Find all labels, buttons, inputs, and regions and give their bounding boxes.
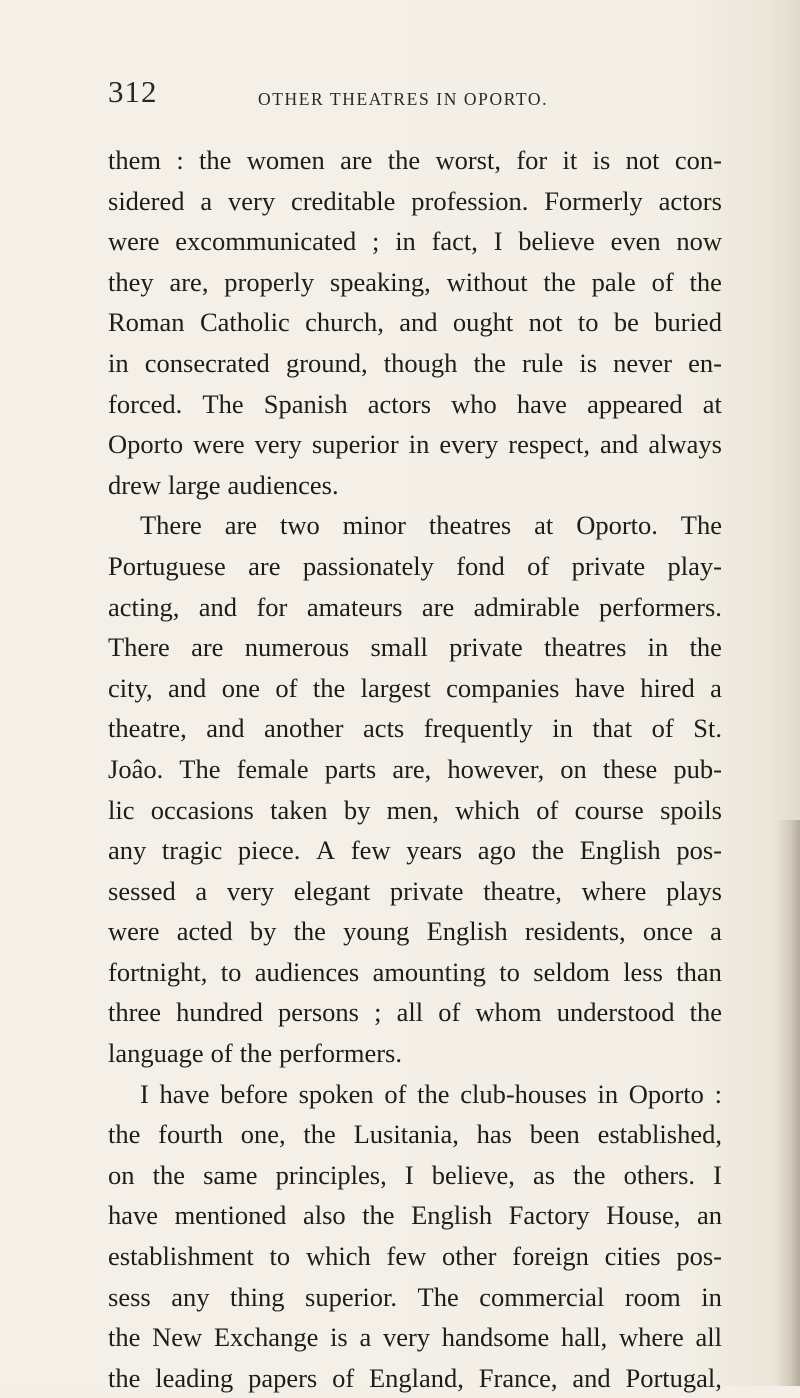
word: were — [108, 916, 160, 947]
text-line — [108, 1155, 722, 1196]
word: even — [610, 226, 661, 257]
text-line — [108, 1074, 722, 1115]
word: England, — [369, 1362, 464, 1393]
word: these — [602, 753, 658, 784]
text-line — [108, 627, 722, 668]
word: the — [303, 1119, 336, 1150]
text-line — [108, 1033, 722, 1074]
word: is — [592, 145, 611, 175]
word: understood — [556, 997, 675, 1028]
word: very — [226, 875, 274, 906]
word: thing — [230, 1281, 285, 1312]
word: now — [676, 226, 722, 257]
text-line — [108, 1195, 722, 1236]
text-line — [108, 1114, 722, 1155]
word: the — [689, 266, 722, 297]
word: same — [203, 1159, 258, 1190]
word: theatres — [428, 510, 512, 541]
word: the — [531, 835, 565, 866]
word: as — [532, 1159, 556, 1190]
word: believe, — [431, 1159, 515, 1190]
word: any — [171, 1281, 210, 1312]
text-line — [108, 830, 722, 871]
word: actors — [367, 388, 432, 419]
word: passionately — [302, 550, 434, 581]
word: leading — [155, 1362, 234, 1393]
word: Joâo. — [108, 753, 164, 784]
word: papers — [248, 1362, 318, 1393]
word: and — [399, 307, 438, 338]
word: ; — [372, 226, 380, 257]
word: piece. — [237, 835, 301, 866]
word: performers. — [279, 1038, 402, 1069]
word: to — [269, 1241, 291, 1272]
word: of — [332, 1362, 355, 1393]
word: admirable — [473, 591, 580, 622]
word: at — [702, 388, 722, 419]
word: to — [220, 956, 242, 987]
body-text — [108, 140, 722, 1398]
word: pale — [591, 266, 636, 297]
word: to — [577, 307, 599, 338]
word: are, — [169, 266, 209, 297]
word: large — [167, 469, 221, 500]
word: speaking, — [329, 266, 431, 297]
text-line — [108, 424, 722, 465]
word: the — [108, 1322, 141, 1353]
word: not — [625, 145, 660, 175]
word: a — [200, 185, 213, 216]
word: English — [579, 835, 661, 866]
word: them — [108, 145, 161, 175]
word: established, — [597, 1119, 722, 1150]
word: buried — [654, 307, 722, 338]
word: commercial — [479, 1281, 605, 1312]
word: are, — [392, 753, 432, 784]
word: very — [228, 185, 276, 216]
text-line — [108, 505, 722, 546]
word: though — [383, 347, 458, 378]
word: the — [387, 145, 421, 175]
word: fourth — [158, 1119, 223, 1150]
word: are — [248, 550, 281, 581]
word: properly — [224, 266, 315, 297]
word: were — [193, 429, 245, 460]
word: hall, — [560, 1322, 608, 1353]
word: spoken — [298, 1078, 374, 1109]
word: a — [710, 672, 722, 703]
word: at — [534, 510, 554, 541]
word: have — [574, 672, 625, 703]
word: theatre, — [108, 713, 187, 744]
word: a — [710, 916, 722, 947]
word: another — [264, 713, 344, 744]
word: they — [108, 266, 154, 297]
word: young — [343, 916, 410, 947]
word: ought — [452, 307, 514, 338]
word: very — [254, 429, 302, 460]
word: few — [350, 835, 391, 866]
word: plays — [666, 875, 722, 906]
word: one, — [240, 1119, 286, 1150]
word: all — [695, 1322, 722, 1353]
word: ago — [477, 835, 517, 866]
word: principles, — [275, 1159, 387, 1190]
word: occasions — [150, 794, 254, 825]
text-line — [108, 790, 722, 831]
word: and — [206, 713, 245, 744]
word: English — [411, 1200, 493, 1231]
word: mentioned — [174, 1200, 287, 1231]
word: women — [246, 145, 325, 175]
word: men, — [386, 794, 439, 825]
word: are — [340, 145, 373, 175]
word: The — [417, 1281, 459, 1312]
word: the — [293, 916, 326, 947]
word: the — [689, 997, 722, 1028]
word: of — [275, 672, 298, 703]
word: fond — [456, 550, 505, 581]
word: sess — [108, 1281, 151, 1312]
word: largest — [360, 672, 431, 703]
word: pos- — [676, 835, 722, 866]
word: where — [581, 875, 647, 906]
word: have — [108, 1200, 159, 1231]
word: of — [210, 1038, 233, 1069]
word: always — [648, 429, 722, 460]
text-line — [108, 384, 722, 425]
word: hired — [640, 672, 695, 703]
word: before — [220, 1078, 288, 1109]
word: years — [406, 835, 463, 866]
word: con- — [674, 145, 722, 175]
word: amateurs — [306, 591, 403, 622]
word: were — [108, 226, 160, 257]
word: frequently — [423, 713, 533, 744]
word: once — [642, 916, 693, 947]
word: companies — [446, 672, 560, 703]
word: the — [239, 1038, 273, 1069]
word: a — [195, 875, 208, 906]
word: I — [493, 226, 503, 257]
word: superior — [311, 429, 399, 460]
word: other — [442, 1241, 497, 1272]
word: language — [108, 1038, 204, 1069]
word: the — [199, 145, 232, 175]
text-line — [108, 911, 722, 952]
word: female — [236, 753, 309, 784]
word: of — [651, 266, 674, 297]
word: which — [455, 794, 520, 825]
word: France, — [478, 1362, 558, 1393]
word: and — [572, 1362, 611, 1393]
text-line — [108, 871, 722, 912]
word: I — [404, 1159, 414, 1190]
word: are — [224, 510, 258, 541]
word: performers. — [599, 591, 722, 622]
text-line — [108, 708, 722, 749]
word: however, — [447, 753, 545, 784]
word: Roman — [108, 307, 185, 338]
page-number: 312 — [108, 74, 158, 109]
word: acted — [176, 916, 233, 947]
word: Portuguese — [108, 550, 226, 581]
word: handsome — [441, 1322, 550, 1353]
word: are — [191, 632, 224, 663]
word: the — [312, 672, 346, 703]
word: less — [623, 956, 663, 987]
word: of — [438, 997, 461, 1028]
word: fact, — [431, 226, 478, 257]
word: whom — [475, 997, 542, 1028]
word: city, — [108, 672, 153, 703]
word: for — [516, 145, 548, 175]
word: St. — [693, 713, 722, 744]
word: the — [362, 1200, 395, 1231]
word: appeared — [587, 388, 683, 419]
word: and — [600, 429, 639, 460]
word: on — [108, 1159, 135, 1190]
word: church, — [305, 307, 384, 338]
word: three — [108, 997, 161, 1028]
word: to — [499, 956, 520, 987]
word: a — [359, 1322, 372, 1353]
word: fortnight, — [108, 956, 208, 987]
word: residents, — [524, 916, 626, 947]
word: small — [370, 632, 428, 663]
word: New — [152, 1322, 203, 1353]
word: The — [202, 388, 244, 419]
word: audiences. — [227, 469, 339, 500]
word: The — [179, 753, 221, 784]
word: in — [395, 226, 416, 257]
text-line — [108, 343, 722, 384]
word: audiences — [254, 956, 360, 987]
text-line — [108, 668, 722, 709]
word: pub- — [673, 753, 722, 784]
word: lic — [108, 794, 135, 825]
word: private — [571, 550, 646, 581]
word: pos- — [676, 1241, 722, 1272]
text-line — [108, 1358, 722, 1398]
word: has — [476, 1119, 512, 1150]
word: respect, — [508, 429, 590, 460]
word: the — [543, 266, 576, 297]
word: in — [701, 1281, 722, 1312]
word: creditable — [290, 185, 396, 216]
running-head: OTHER THEATRES IN OPORTO. — [258, 89, 549, 109]
word: and — [198, 591, 238, 622]
word: drew — [108, 469, 161, 500]
text-line — [108, 587, 722, 628]
word: than — [676, 956, 722, 987]
word: have — [159, 1078, 210, 1109]
word: ground, — [285, 347, 368, 378]
text-line — [108, 1277, 722, 1318]
word: without — [446, 266, 528, 297]
word: room — [624, 1281, 681, 1312]
word: of — [527, 550, 550, 581]
word: in — [552, 713, 573, 744]
word: profession. — [411, 185, 529, 216]
word: acts — [363, 713, 405, 744]
word: There — [140, 510, 202, 541]
text-line — [108, 302, 722, 343]
text-line — [108, 952, 722, 993]
word: one — [221, 672, 260, 703]
word: private — [449, 632, 523, 663]
word: taken — [270, 794, 328, 825]
word: Oporto — [108, 429, 184, 460]
word: of — [536, 794, 559, 825]
word: amounting — [372, 956, 486, 987]
word: who — [451, 388, 497, 419]
word: the — [152, 1159, 185, 1190]
word: the — [417, 1078, 450, 1109]
word: Catholic — [199, 307, 290, 338]
word: the — [689, 632, 722, 663]
word: I — [713, 1159, 722, 1190]
word: all — [396, 997, 424, 1028]
text-line — [108, 465, 722, 506]
word: which — [305, 1241, 371, 1272]
word: persons — [278, 997, 359, 1028]
word: Spanish — [263, 388, 348, 419]
word: that — [592, 713, 633, 744]
word: forced. — [108, 388, 183, 419]
word: theatres — [544, 632, 627, 663]
word: have — [516, 388, 567, 419]
word: of — [651, 713, 674, 744]
word: rule — [522, 347, 564, 378]
word: acting, — [108, 591, 180, 622]
word: course — [574, 794, 644, 825]
word: Lusitania, — [353, 1119, 459, 1150]
word: others. — [623, 1159, 696, 1190]
word: very — [382, 1322, 431, 1353]
word: it — [562, 145, 578, 175]
word: an — [696, 1200, 722, 1231]
word: consecrated — [144, 347, 270, 378]
word: believe — [518, 226, 595, 257]
word: hundred — [176, 997, 263, 1028]
word: ; — [374, 997, 382, 1028]
word: Oporto — [628, 1078, 704, 1109]
word: of — [384, 1078, 407, 1109]
word: The — [680, 510, 722, 541]
word: seldom — [533, 956, 610, 987]
word: by — [249, 916, 277, 947]
word: excommunicated — [175, 226, 357, 257]
word: foreign — [512, 1241, 589, 1272]
word: theatre, — [483, 875, 562, 906]
text-line — [108, 140, 722, 181]
word: the — [573, 1159, 606, 1190]
word: also — [302, 1200, 346, 1231]
word: club-houses — [460, 1078, 587, 1109]
word: Factory — [508, 1200, 590, 1231]
word: be — [613, 307, 639, 338]
word: not — [528, 307, 563, 338]
word: in — [408, 429, 430, 460]
word: play- — [667, 550, 722, 581]
word: English — [426, 916, 508, 947]
word: the — [108, 1362, 141, 1393]
word: Oporto. — [576, 510, 658, 541]
word: are — [421, 591, 455, 622]
word: spoils — [660, 794, 722, 825]
word: Exchange — [213, 1322, 319, 1353]
word: any — [108, 835, 147, 866]
word: tragic — [161, 835, 223, 866]
word: House, — [606, 1200, 681, 1231]
word: two — [279, 510, 320, 541]
word: is — [330, 1322, 348, 1353]
word: and — [168, 672, 207, 703]
word: cities — [604, 1241, 661, 1272]
word: few — [386, 1241, 427, 1272]
word: private — [389, 875, 464, 906]
word: : — [176, 145, 184, 175]
word: : — [714, 1078, 722, 1109]
word: Portugal, — [625, 1362, 722, 1393]
word: elegant — [293, 875, 371, 906]
word: for — [256, 591, 288, 622]
word: sessed — [108, 875, 176, 906]
word: minor — [342, 510, 406, 541]
word: A — [316, 835, 336, 866]
word: worst, — [435, 145, 501, 175]
word: is — [579, 347, 598, 378]
word: parts — [324, 753, 377, 784]
word: been — [529, 1119, 580, 1150]
word: in — [647, 632, 669, 663]
word: the — [108, 1119, 141, 1150]
text-line — [108, 1317, 722, 1358]
word: the — [473, 347, 506, 378]
word: never — [613, 347, 673, 378]
text-line — [108, 749, 722, 790]
text-line — [108, 546, 722, 587]
word: in — [108, 347, 129, 378]
word: numerous — [244, 632, 350, 663]
text-line — [108, 1236, 722, 1277]
text-line — [108, 221, 722, 262]
word: Formerly — [544, 185, 643, 216]
word: en- — [688, 347, 722, 378]
word: superior. — [305, 1281, 397, 1312]
word: every — [439, 429, 499, 460]
word: actors — [658, 185, 722, 216]
word: on — [560, 753, 587, 784]
word: by — [343, 794, 371, 825]
text-line — [108, 181, 722, 222]
text-line — [108, 992, 722, 1033]
word: There — [108, 632, 170, 663]
word: sidered — [108, 185, 185, 216]
page-edge-shadow — [776, 820, 800, 1386]
text-line — [108, 262, 722, 303]
word: where — [619, 1322, 684, 1353]
word: I — [140, 1078, 149, 1109]
word: in — [597, 1078, 619, 1109]
word: establishment — [108, 1241, 254, 1272]
